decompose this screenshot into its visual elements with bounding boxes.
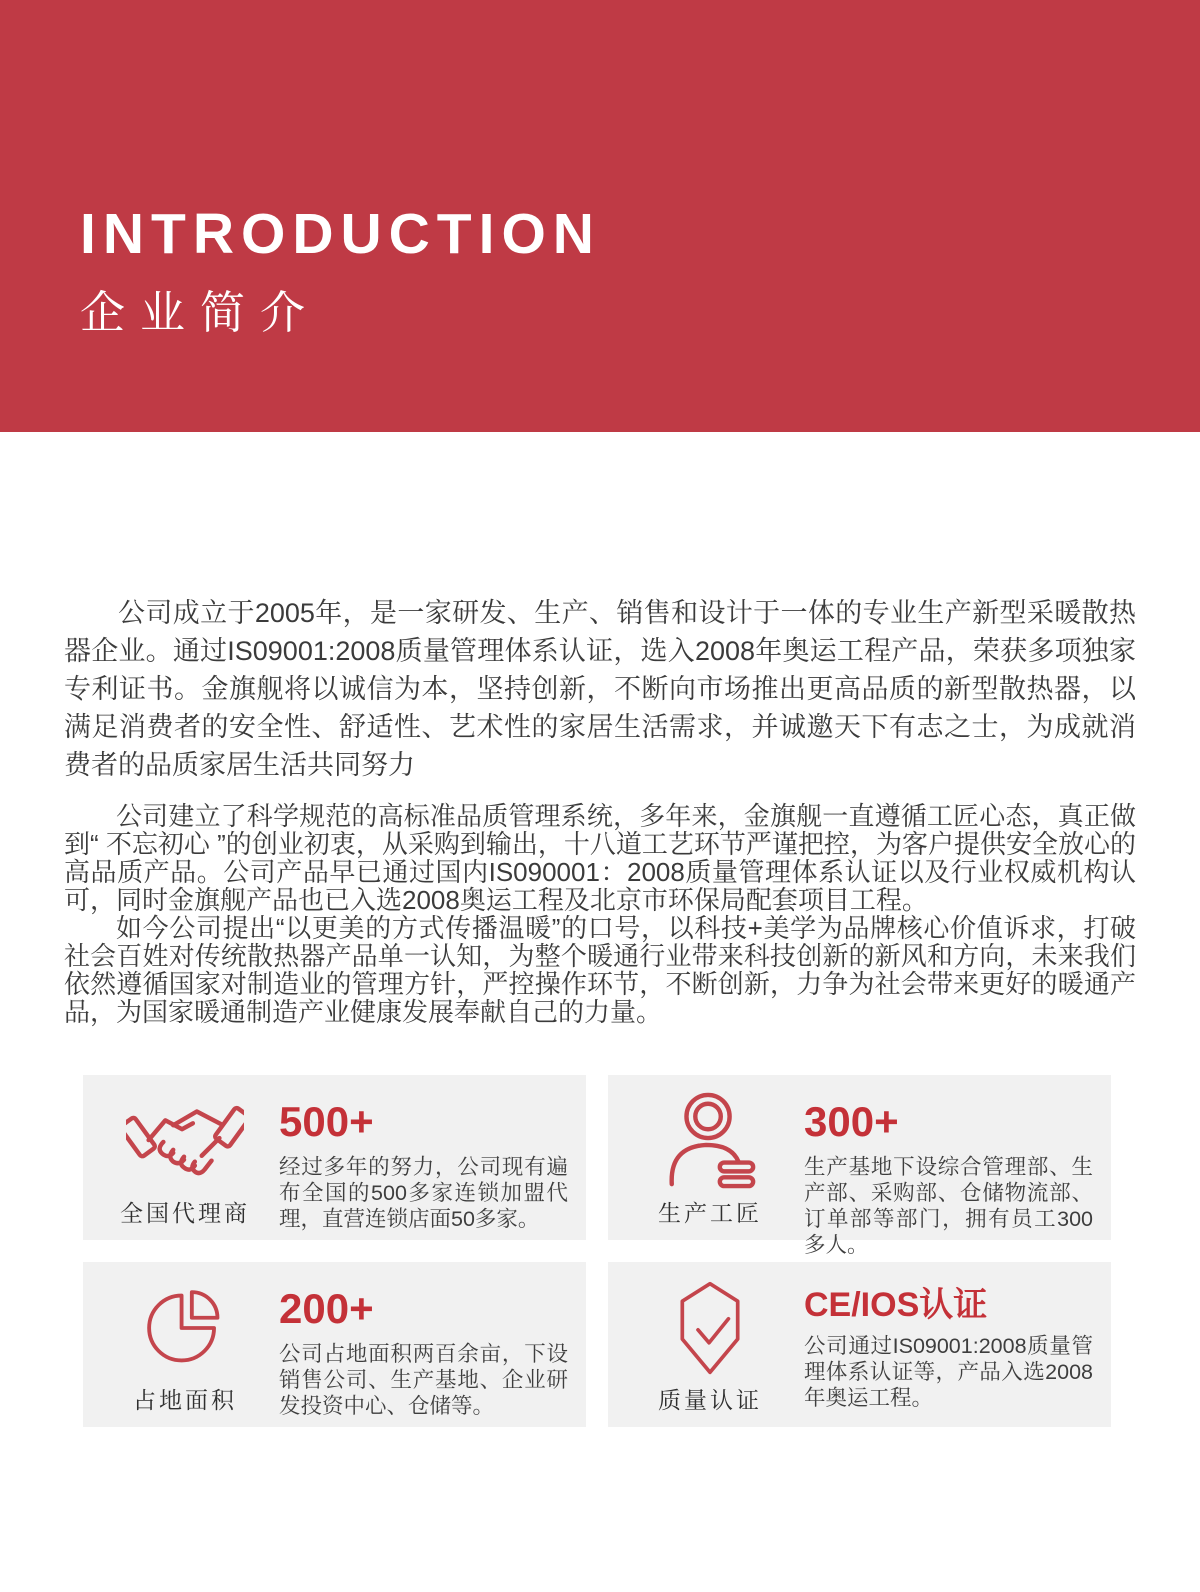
intro-paragraph-3: 如今公司提出“以更美的方式传播温暖”的口号，以科技+美学为品牌核心价值诉求，打破社会百姓对传统散热器产品单一认知，为整个暖通行业带来科技创新的新风和方向，未来我们依然遵循国家对制造业的管理方针，严控操作环节，不断创新，力争为社会带来更好的暖通产品，为国家暖通制造产业健康发展奉献自己的力量。 xyxy=(64,913,1136,1027)
page-subtitle: 企业简介 xyxy=(80,286,321,338)
stat-card-certification xyxy=(608,1262,1111,1427)
stat-label: 生产工匠 xyxy=(658,1200,762,1226)
craftsman-icon xyxy=(662,1095,758,1187)
stat-card-agents-right xyxy=(271,1095,568,1240)
stat-label: 质量认证 xyxy=(658,1387,762,1413)
stat-value: 500+ xyxy=(279,1098,374,1145)
stat-card-craftsmen xyxy=(608,1075,1111,1257)
stat-value: 300+ xyxy=(804,1098,899,1145)
stat-desc: 公司通过IS09001:2008质量管理体系认证等，产品入选2008年奥运工程。 xyxy=(804,1334,1093,1410)
pie-chart-icon xyxy=(144,1282,226,1374)
intro-paragraph-1: 公司成立于2005年，是一家研发、生产、销售和设计于一体的专业生产新型采暖散热器企业。通过IS09001:2008质量管理体系认证，选入2008年奥运工程产品，荣获多项独家专利证书。金旗舰将以诚信为本，坚持创新，不断向市场推出更高品质的新型散热器，以满足消费者的安全性、舒适性、艺术性的家居生活需求，并诚邀天下有志之士，为成就消费者的品质家居生活共同努力 xyxy=(64,598,1136,780)
stat-value: 200+ xyxy=(279,1285,374,1332)
stat-card-certification-left xyxy=(624,1282,796,1427)
stat-card-area xyxy=(83,1262,586,1427)
stat-desc: 公司占地面积两百余亩，下设销售公司、生产基地、企业研发投资中心、仓储等。 xyxy=(279,1342,568,1418)
stat-desc: 经过多年的努力，公司现有遍布全国的500多家连锁加盟代理，直营连锁店面50多家。 xyxy=(279,1155,568,1231)
stat-desc: 生产基地下设综合管理部、生产部、采购部、仓储物流部、订单部等部门，拥有员工300多人。 xyxy=(804,1155,1093,1257)
stats-grid xyxy=(83,1075,1111,1427)
stat-value: CE/IOS认证 xyxy=(804,1286,988,1324)
shield-check-icon xyxy=(674,1282,746,1374)
stat-card-craftsmen-left xyxy=(624,1095,796,1240)
stat-card-agents xyxy=(83,1075,586,1240)
stat-card-certification-right xyxy=(796,1282,1093,1427)
page-title: INTRODUCTION xyxy=(80,202,601,266)
header-band xyxy=(0,0,1200,432)
stat-card-area-left xyxy=(99,1282,271,1427)
content-area xyxy=(0,594,1200,1427)
stat-card-agents-left xyxy=(99,1095,271,1240)
handshake-icon xyxy=(126,1095,244,1187)
stat-card-craftsmen-right xyxy=(796,1095,1093,1257)
intro-paragraph-2: 公司建立了科学规范的高标准品质管理系统，多年来，金旗舰一直遵循工匠心态，真正做到“ 不忘初心 ”的创业初衷，从采购到输出，十八道工艺环节严谨把控，为客户提供安全放心的高品质产品。公司产品早已通过国内IS090001：2008质量管理体系认证以及行业权威机构认可，同时金旗舰产品也已入选2008奥运工程及北京市环保局配套项目工程。 xyxy=(64,801,1136,915)
stat-label: 全国代理商 xyxy=(120,1200,250,1226)
stat-card-area-right xyxy=(271,1282,568,1427)
stat-label: 占地面积 xyxy=(133,1387,237,1413)
